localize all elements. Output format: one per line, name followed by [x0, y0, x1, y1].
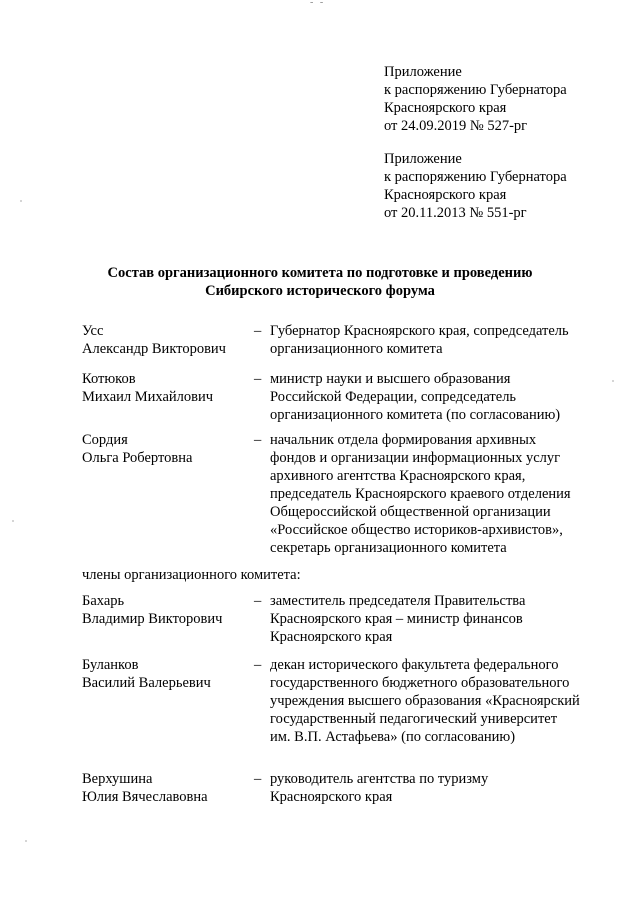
role-line: начальник отдела формирования архивных [270, 432, 537, 448]
given-names: Михаил Михайлович [82, 389, 214, 405]
appendix-line: к распоряжению Губернатора [384, 169, 567, 185]
person-name [82, 370, 252, 406]
role-line: фондов и организации информационных услуг [270, 450, 561, 466]
role-line: Красноярского края [270, 629, 393, 645]
person-role [270, 431, 610, 557]
role-line: Красноярского края – министр финансов [270, 611, 523, 627]
person-role [270, 656, 610, 746]
person-name [82, 322, 252, 358]
person-name [82, 592, 252, 628]
appendix-current [384, 63, 624, 135]
role-line: архивного агентства Красноярского края, [270, 468, 526, 484]
surname: Буланков [82, 657, 139, 673]
role-line: руководитель агентства по туризму [270, 771, 489, 787]
surname: Котюков [82, 371, 136, 387]
person-role [270, 592, 610, 646]
document-title [60, 264, 580, 300]
role-line: организационного комитета (по согласованию) [270, 407, 561, 423]
appendix-line: Красноярского края [384, 187, 507, 203]
surname: Верхушина [82, 771, 153, 787]
title-line: Сибирского исторического форума [205, 283, 435, 299]
header-mark: - - [310, 0, 326, 8]
role-line: государственного бюджетного образовательного [270, 675, 570, 691]
person-name [82, 431, 252, 467]
given-names: Василий Валерьевич [82, 675, 211, 691]
appendix-line: к распоряжению Губернатора [384, 82, 567, 98]
dash: – [254, 593, 262, 609]
role-line: министр науки и высшего образования [270, 371, 511, 387]
appendix-original [384, 150, 624, 222]
person-name [82, 656, 252, 692]
scan-speck [12, 520, 14, 522]
surname: Бахарь [82, 593, 125, 609]
appendix-line: от 20.11.2013 № 551-рг [384, 205, 527, 221]
title-line: Состав организационного комитета по подготовке и проведению [107, 265, 533, 281]
person-role [270, 770, 610, 806]
role-line: секретарь организационного комитета [270, 540, 507, 556]
dash: – [254, 371, 262, 387]
role-line: «Российское общество историков-архивистов», [270, 522, 563, 538]
dash: – [254, 657, 262, 673]
members-heading: члены организационного комитета: [82, 567, 301, 583]
dash: – [254, 771, 262, 787]
appendix-line: Приложение [384, 151, 462, 167]
scan-speck [612, 380, 614, 382]
role-line: организационного комитета [270, 341, 443, 357]
scan-speck [20, 200, 22, 202]
appendix-line: от 24.09.2019 № 527-рг [384, 118, 528, 134]
surname: Усс [82, 323, 104, 339]
person-name [82, 770, 252, 806]
person-role [270, 370, 610, 424]
role-line: заместитель председателя Правительства [270, 593, 526, 609]
dash: – [254, 432, 262, 448]
role-line: Общероссийской общественной организации [270, 504, 551, 520]
role-line: учреждения высшего образования «Красноярский [270, 693, 580, 709]
role-line: Губернатор Красноярского края, сопредседатель [270, 323, 569, 339]
role-line: им. В.П. Астафьева» (по согласованию) [270, 729, 516, 745]
scan-speck [25, 840, 27, 842]
surname: Сордия [82, 432, 128, 448]
appendix-line: Красноярского края [384, 100, 507, 116]
given-names: Александр Викторович [82, 341, 226, 357]
role-line: декан исторического факультета федерального [270, 657, 559, 673]
role-line: председатель Красноярского краевого отделения [270, 486, 571, 502]
role-line: Российской Федерации, сопредседатель [270, 389, 517, 405]
person-role [270, 322, 610, 358]
given-names: Юлия Вячеславовна [82, 789, 208, 805]
role-line: Красноярского края [270, 789, 393, 805]
given-names: Ольга Робертовна [82, 450, 193, 466]
appendix-line: Приложение [384, 64, 462, 80]
given-names: Владимир Викторович [82, 611, 223, 627]
dash: – [254, 323, 262, 339]
role-line: государственный педагогический университет [270, 711, 558, 727]
